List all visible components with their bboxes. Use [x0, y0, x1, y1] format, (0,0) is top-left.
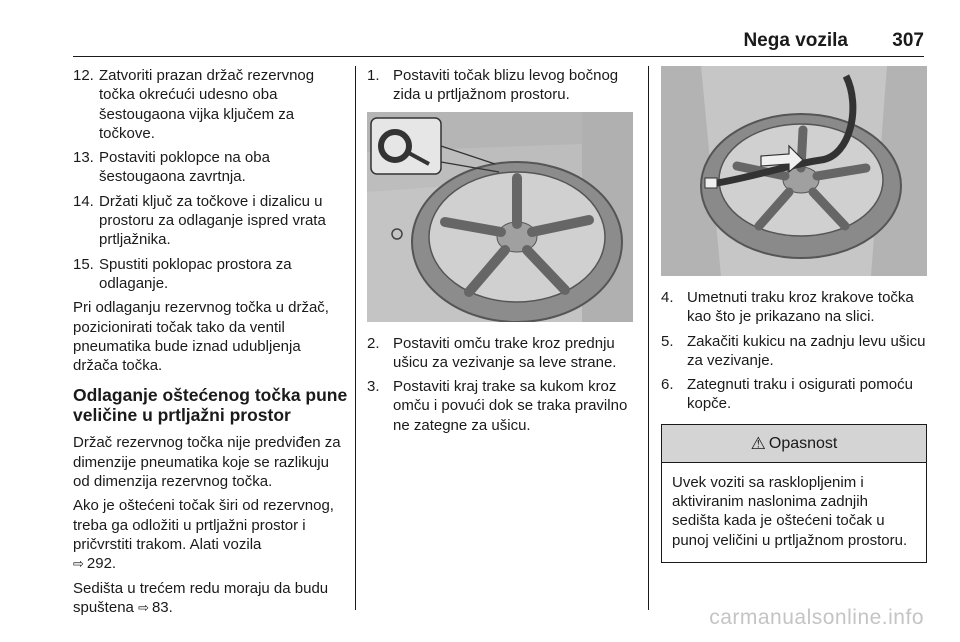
warning-box	[661, 424, 927, 563]
paragraph: Držač rezervnog točka nije predviđen za dimenzije pneumatika koje se razlikuju od dimenzija rezervnog točka.	[73, 434, 341, 491]
list-item	[661, 375, 927, 414]
step-number: 2.	[367, 334, 380, 352]
step-text: Postaviti točak blizu levog bočnog zida u prtljažnom prostoru.	[393, 67, 619, 104]
warning-header	[662, 425, 926, 463]
paragraph-text: Ako je oštećeni točak širi od rezervnog, treba ga odložiti u prtljažni prostor i pričvrstiti trakom. Alati vozila	[73, 497, 334, 553]
step-text: Postaviti omču trake kroz prednju ušicu za vezivanje sa leve strane.	[393, 334, 617, 371]
header-rule	[73, 56, 924, 57]
paragraph	[73, 496, 349, 573]
column-divider	[648, 66, 649, 610]
paragraph: Pri odlaganju rezervnog točka u držač, pozicionirati točak tako da ventil pneumatika bude iznad udubljenja držača točka.	[73, 299, 329, 375]
step-text: Zatvoriti prazan držač rezervnog točka okrećući udesno oba šestougaona vijka ključem za točkove.	[99, 67, 315, 142]
step-text: Držati ključ za točkove i dizalicu u prostoru za odlaganje ispred vrata prtljažnika.	[99, 192, 326, 249]
step-number: 4.	[661, 289, 674, 306]
list-item	[367, 334, 635, 373]
subsection-heading: Odlaganje oštećenog točka pune veličine u prtljažni prostor	[73, 385, 348, 426]
step-number: 15.	[73, 255, 94, 273]
step-number: 12.	[73, 67, 94, 84]
step-text: Postaviti kraj trake sa kukom kroz omču i povući dok se traka pravilno ne zategne za ušicu.	[393, 378, 628, 434]
strap-routing-image	[661, 66, 927, 276]
step-number: 14.	[73, 192, 94, 210]
page-header	[0, 30, 960, 60]
illustration-wheel-placement	[367, 112, 633, 322]
list-item	[661, 288, 927, 327]
wheel-placement-image	[367, 112, 633, 322]
step-number: 13.	[73, 149, 94, 167]
step-text: Zakačiti kukicu na zadnju levu ušicu za vezivanje.	[687, 332, 926, 369]
step-text: Umetnuti traku kroz krakove točka kao što je prikazano na slici.	[687, 289, 914, 326]
section-title: Nega vozila	[743, 30, 848, 51]
list-item	[73, 255, 349, 294]
column-middle	[367, 66, 635, 440]
warning-text: Uvek voziti sa rasklopljenim i aktiviranim naslonima zadnjih sedišta kada je oštećeni točak u punoj veličini u prtljažnom prostoru.	[672, 473, 908, 549]
watermark: carmanualsonline.info	[709, 606, 924, 629]
step-number: 6.	[661, 376, 674, 394]
page-reference-link[interactable]: ⇨ 83.	[138, 599, 173, 616]
column-right	[661, 66, 927, 563]
step-number: 3.	[367, 378, 380, 396]
list-item	[367, 377, 635, 435]
column-left	[73, 66, 349, 622]
step-number: 1.	[367, 67, 380, 84]
page-reference-link[interactable]: ⇨ 292.	[73, 555, 116, 572]
list-item	[73, 66, 349, 143]
list-item	[661, 332, 927, 371]
warning-title: Opasnost	[768, 434, 838, 452]
list-item	[73, 192, 349, 250]
illustration-strap-routing	[661, 66, 927, 276]
step-text: Postaviti poklopce na oba šestougaona zavrtnja.	[99, 149, 270, 186]
step-number: 5.	[661, 332, 674, 350]
step-text: Zategnuti traku i osigurati pomoću kopče.	[687, 376, 913, 413]
warning-triangle-icon: ⚠	[750, 433, 766, 453]
list-item	[367, 66, 635, 105]
column-divider	[355, 66, 356, 610]
list-item	[73, 148, 349, 187]
step-text: Spustiti poklopac prostora za odlaganje.	[99, 255, 292, 292]
paragraph-text: Sedišta u trećem redu moraju da budu spuštena	[73, 579, 329, 616]
page-number: 307	[892, 30, 924, 51]
